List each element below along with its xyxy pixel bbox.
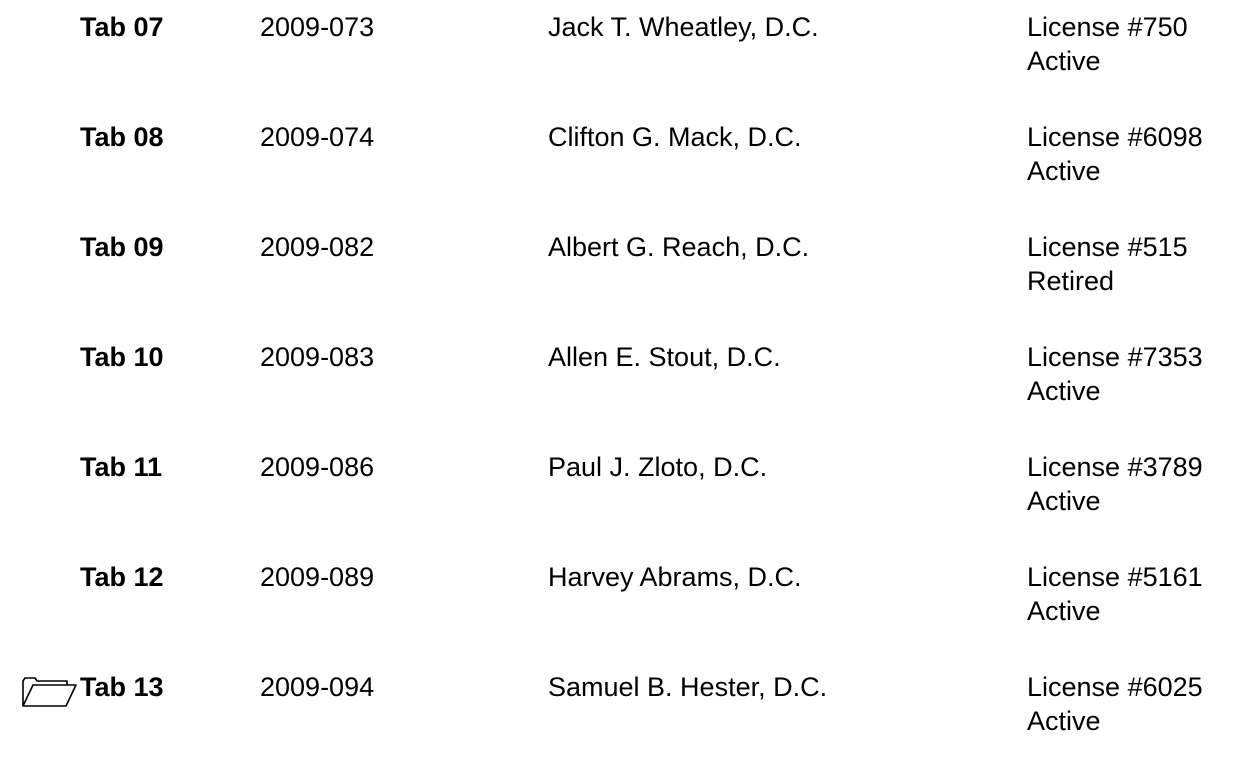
docket-number: 2009-086 (260, 452, 375, 482)
record-row-tab-07 (0, 10, 1249, 110)
record-row-tab-08 (0, 120, 1249, 220)
license-info (1027, 670, 1203, 738)
respondent-name: Samuel B. Hester, D.C. (548, 672, 828, 702)
docket-number: 2009-089 (260, 562, 375, 592)
docket-number: 2009-083 (260, 342, 375, 372)
respondent-name: Clifton G. Mack, D.C. (548, 122, 802, 152)
license-number: License #7353 (1027, 342, 1203, 372)
license-number: License #6025 (1027, 672, 1203, 702)
respondent-name: Allen E. Stout, D.C. (548, 342, 781, 372)
license-status: Active (1027, 706, 1101, 736)
license-info (1027, 340, 1203, 408)
license-status: Active (1027, 486, 1101, 516)
license-number: License #750 (1027, 12, 1188, 42)
tab-label: Tab 09 (80, 232, 164, 262)
tab-label: Tab 10 (80, 342, 164, 372)
license-status: Retired (1027, 266, 1115, 296)
record-row-tab-09 (0, 230, 1249, 330)
license-status: Active (1027, 596, 1101, 626)
license-status: Active (1027, 376, 1101, 406)
license-info (1027, 10, 1188, 78)
license-status: Active (1027, 156, 1101, 186)
license-number: License #3789 (1027, 452, 1203, 482)
tab-label: Tab 07 (80, 12, 164, 42)
tab-label: Tab 13 (80, 672, 164, 702)
docket-number: 2009-082 (260, 232, 375, 262)
license-number: License #5161 (1027, 562, 1203, 592)
license-info (1027, 450, 1203, 518)
docket-number: 2009-074 (260, 122, 375, 152)
tab-label: Tab 12 (80, 562, 164, 592)
license-info (1027, 120, 1203, 188)
license-number: License #515 (1027, 232, 1188, 262)
record-row-tab-13 (0, 670, 1249, 770)
license-number: License #6098 (1027, 122, 1203, 152)
respondent-name: Paul J. Zloto, D.C. (548, 452, 768, 482)
docket-number: 2009-073 (260, 12, 375, 42)
license-info (1027, 560, 1203, 628)
folder-icon[interactable] (21, 674, 77, 708)
record-row-tab-12 (0, 560, 1249, 660)
respondent-name: Albert G. Reach, D.C. (548, 232, 810, 262)
respondent-name: Harvey Abrams, D.C. (548, 562, 802, 592)
license-status: Active (1027, 46, 1101, 76)
tab-label: Tab 11 (80, 452, 163, 482)
respondent-name: Jack T. Wheatley, D.C. (548, 12, 819, 42)
tab-label: Tab 08 (80, 122, 164, 152)
record-row-tab-11 (0, 450, 1249, 550)
docket-number: 2009-094 (260, 672, 375, 702)
record-row-tab-10 (0, 340, 1249, 440)
license-info (1027, 230, 1188, 298)
